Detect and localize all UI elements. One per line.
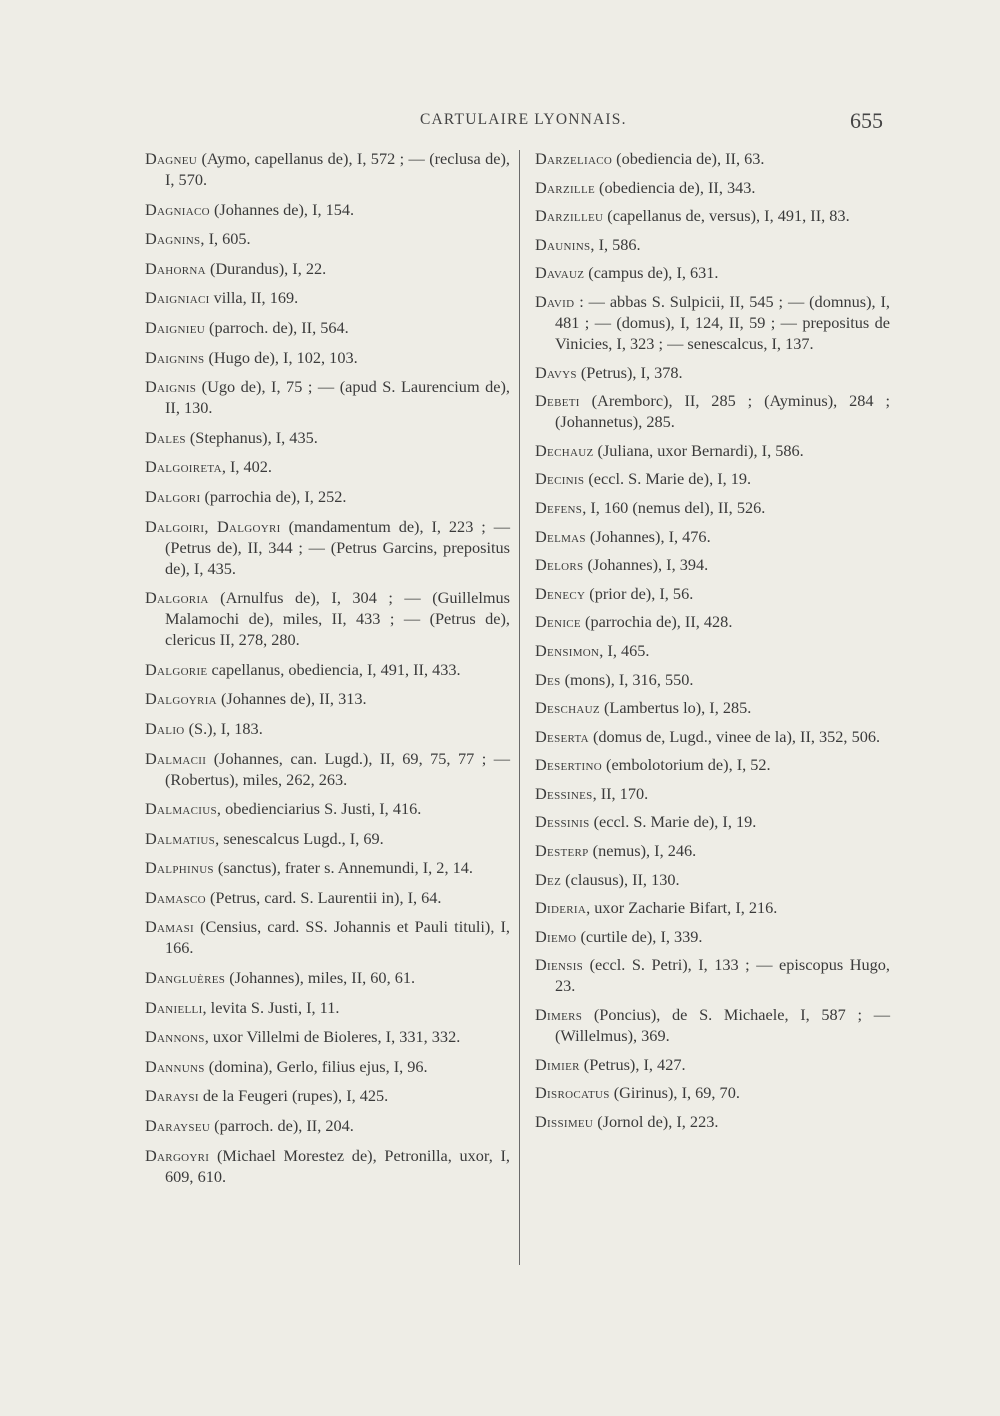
- index-entry-headword: Dales: [145, 427, 186, 447]
- index-entry-text: (Petrus, card. S. Laurentii in), I, 64.: [205, 887, 442, 907]
- index-entry: [145, 317, 510, 338]
- index-entry-text: (Censius, card. SS. Johannis et Pauli tituli), I, 166.: [165, 917, 510, 958]
- index-entry-headword: Dimers: [535, 1005, 583, 1025]
- index-entry-headword: Daigniaci: [145, 288, 210, 308]
- index-entry-text: , II, 170.: [592, 783, 649, 803]
- index-entry: [535, 1004, 890, 1046]
- index-entry: [535, 897, 890, 918]
- index-entry-headword: Daignis: [145, 377, 197, 397]
- index-entry-headword: Denice: [535, 612, 581, 632]
- index-entry: [535, 669, 890, 690]
- index-entry-text: de la Feugeri (rupes), I, 425.: [198, 1086, 389, 1106]
- index-entry-headword: Dalio: [145, 718, 185, 738]
- index-entry-text: (eccl. S. Marie de), I, 19.: [589, 812, 757, 832]
- index-entry: [145, 887, 510, 908]
- index-entry-headword: Dannons: [145, 1027, 205, 1047]
- index-entry-headword: Diemo: [535, 926, 577, 946]
- index-entry: [145, 486, 510, 507]
- index-entry: [145, 376, 510, 418]
- index-entry: [535, 291, 890, 354]
- index-entry-text: (S.), I, 183.: [184, 718, 263, 738]
- index-entry: [145, 199, 510, 220]
- index-entry-headword: Dalphinus: [145, 858, 214, 878]
- index-entry-text: , I, 605.: [200, 229, 251, 249]
- index-entry-text: (Hugo de), I, 102, 103.: [204, 347, 358, 367]
- index-entry-text: (Poncius), de S. Michaele, I, 587 ; — (Willelmus), 369.: [555, 1005, 890, 1046]
- index-entry-text: (Johannes de), II, 313.: [216, 689, 367, 709]
- index-entry-text: (sanctus), frater s. Annemundi, I, 2, 14.: [213, 858, 473, 878]
- index-entry-text: (clausus), II, 130.: [561, 869, 680, 889]
- index-entry: [535, 390, 890, 432]
- index-entry-text: (mandamentum de), I, 223 ; — (Petrus de), II, 344 ; — (Petrus Garcins, prepositus de), I, 435.: [165, 516, 511, 578]
- index-entry-headword: Dargoyri: [145, 1145, 210, 1165]
- index-entry-headword: Dechauz: [535, 440, 594, 460]
- index-entry-headword: Dalgoyria: [145, 689, 217, 709]
- index-entry-text: (domus de, Lugd., vinee de la), II, 352, 506.: [588, 726, 881, 746]
- index-entry-text: (Durandus), I, 22.: [205, 258, 327, 278]
- index-entry: [535, 1111, 890, 1132]
- index-entry-text: , senescalcus Lugd., I, 69.: [215, 828, 384, 848]
- index-entry-headword: Delmas: [535, 526, 586, 546]
- index-entry: [535, 468, 890, 489]
- index-entry-text: (Arnulfus de), I, 304 ; — (Guillelmus Malamochi de), miles, II, 433 ; — (Petrus de), clericus II, 278, 280.: [165, 588, 510, 650]
- index-entry: [145, 688, 510, 709]
- index-entry-headword: Dideria: [535, 898, 587, 918]
- index-entry: [145, 258, 510, 279]
- index-entry-headword: Dagnins: [145, 229, 201, 249]
- index-entry-text: (Johannes, can. Lugd.), II, 69, 75, 77 ; — (Robertus), miles, 262, 263.: [165, 748, 510, 789]
- index-entry-headword: Dalmatius: [145, 828, 216, 848]
- index-entry: [145, 456, 510, 477]
- index-entry: [145, 718, 510, 739]
- index-entry: [535, 697, 890, 718]
- index-entry-text: villa, II, 169.: [209, 288, 299, 308]
- index-entry-text: (Petrus), I, 427.: [579, 1054, 686, 1074]
- index-entry: [535, 611, 890, 632]
- index-entry-headword: Dalgori: [145, 486, 201, 506]
- index-entry: [145, 516, 510, 579]
- index-entry: [145, 347, 510, 368]
- index-entry-text: (prior de), I, 56.: [585, 583, 694, 603]
- index-entry-headword: Des: [535, 669, 561, 689]
- index-column-right: [535, 148, 890, 1139]
- index-entry-text: , I, 402.: [221, 457, 273, 477]
- index-entry: [535, 205, 890, 226]
- index-entry-headword: Dessines: [535, 783, 593, 803]
- index-entry-text: , obedienciarius S. Justi, I, 416.: [216, 799, 422, 819]
- index-entry-headword: Daraysi: [145, 1086, 199, 1106]
- index-entry: [535, 554, 890, 575]
- index-entry: [145, 748, 510, 790]
- index-entry-text: (Aymo, capellanus de), I, 572 ; — (reclusa de), I, 570.: [165, 149, 510, 189]
- index-entry-text: capellanus, obediencia, I, 491, II, 433.: [207, 659, 461, 679]
- index-entry: [145, 997, 510, 1018]
- index-entry-headword: Darzeliaco: [535, 149, 613, 168]
- index-entry: [145, 916, 510, 958]
- index-entry-text: (obediencia de), II, 63.: [612, 149, 765, 168]
- index-entry-headword: Daignieu: [145, 317, 205, 337]
- index-entry-headword: Dalgorie: [145, 659, 208, 679]
- index-entry: [535, 783, 890, 804]
- index-entry-headword: Disrocatus: [535, 1083, 610, 1103]
- index-entry-text: (eccl. S. Marie de), I, 19.: [584, 469, 752, 489]
- index-entry-headword: Darzille: [535, 177, 595, 197]
- index-entry: [535, 362, 890, 383]
- index-entry-text: (Stephanus), I, 435.: [185, 427, 318, 447]
- index-entry-headword: Dalgoria: [145, 588, 209, 608]
- index-entry-text: (capellanus de, versus), I, 491, II, 83.: [603, 206, 850, 226]
- index-entry-headword: Daunins: [535, 234, 591, 254]
- index-entry: [145, 798, 510, 819]
- index-entry-headword: Densimon: [535, 640, 600, 660]
- index-entry: [535, 234, 890, 255]
- index-entry-headword: David: [535, 291, 575, 311]
- index-entry-headword: Damasco: [145, 887, 206, 907]
- index-entry: [145, 427, 510, 448]
- index-entry: [145, 659, 510, 680]
- index-entry-text: (Johannes de), I, 154.: [209, 199, 355, 219]
- index-entry-text: (mons), I, 316, 550.: [560, 669, 694, 689]
- index-entry-headword: Dessinis: [535, 812, 590, 832]
- index-entry-headword: Dalgoireta: [145, 457, 222, 477]
- index-entry-headword: Dannuns: [145, 1056, 205, 1076]
- index-entry: [535, 262, 890, 283]
- index-entry: [145, 1056, 510, 1077]
- index-entry-text: (Michael Morestez de), Petronilla, uxor, I, 609, 610.: [165, 1145, 510, 1186]
- index-entry-headword: Delors: [535, 555, 584, 575]
- index-entry: [145, 587, 510, 650]
- column-divider: [519, 150, 520, 1265]
- index-entry: [145, 967, 510, 988]
- page-header: [0, 108, 1000, 138]
- index-entry-text: (Jornol de), I, 223.: [593, 1111, 719, 1131]
- index-entry: [535, 1082, 890, 1103]
- index-entry-headword: Diensis: [535, 955, 584, 975]
- index-entry-text: (Johannes), miles, II, 60, 61.: [225, 968, 416, 988]
- index-entry-text: (parroch. de), II, 204.: [210, 1116, 354, 1136]
- index-entry-text: (Girinus), I, 69, 70.: [609, 1083, 740, 1103]
- index-entry-text: (domina), Gerlo, filius ejus, I, 96.: [204, 1056, 428, 1076]
- index-entry-text: (Juliana, uxor Bernardi), I, 586.: [593, 440, 804, 460]
- index-entry: [535, 811, 890, 832]
- index-entry-headword: Desertino: [535, 755, 602, 775]
- index-entry-headword: Denecy: [535, 583, 586, 603]
- index-entry-headword: Dalgoiri, Dalgoyri: [145, 516, 281, 536]
- index-entry: [145, 148, 510, 190]
- index-entry-text: (embolotorium de), I, 52.: [601, 755, 771, 775]
- index-entry-headword: Desterp: [535, 841, 589, 861]
- index-entry-text: (obediencia de), II, 343.: [594, 177, 756, 197]
- index-entry-headword: Dez: [535, 869, 562, 889]
- index-entry-text: , I, 465.: [599, 640, 650, 660]
- index-entry-headword: Dalmacii: [145, 748, 207, 768]
- index-entry-text: (curtile de), I, 339.: [576, 926, 703, 946]
- index-entry-text: (Lambertus lo), I, 285.: [599, 698, 752, 718]
- index-entry-text: (Johannes), I, 476.: [585, 526, 711, 546]
- index-entry-text: (campus de), I, 631.: [584, 263, 719, 283]
- index-entry: [145, 1115, 510, 1136]
- index-entry-headword: Danielli: [145, 997, 203, 1017]
- index-entry: [535, 526, 890, 547]
- index-entry-headword: Darzilleu: [535, 206, 604, 226]
- running-title: CARTULAIRE LYONNAIS.: [420, 111, 627, 128]
- index-entry-headword: Dagniaco: [145, 199, 210, 219]
- index-entry-headword: Dagneu: [145, 149, 198, 168]
- index-entry: [145, 1085, 510, 1106]
- index-entry-text: (Ugo de), I, 75 ; — (apud S. Laurencium de), II, 130.: [165, 377, 510, 418]
- index-column-left: [145, 148, 510, 1195]
- index-entry: [145, 228, 510, 249]
- index-entry: [535, 726, 890, 747]
- index-entry: [145, 1145, 510, 1187]
- index-entry-text: (Petrus), I, 378.: [576, 362, 683, 382]
- page-number: 655: [850, 108, 883, 133]
- index-entry-text: , uxor Zacharie Bifart, I, 216.: [586, 898, 778, 918]
- index-entry-headword: Davys: [535, 362, 577, 382]
- index-entry-headword: Decinis: [535, 469, 585, 489]
- index-entry-text: (Johannes), I, 394.: [583, 555, 709, 575]
- index-entry-text: , I, 160 (nemus del), II, 526.: [582, 497, 766, 517]
- index-entry: [535, 583, 890, 604]
- index-entry: [145, 857, 510, 878]
- index-entry-text: (nemus), I, 246.: [588, 841, 697, 861]
- index-entry-headword: Dimier: [535, 1054, 580, 1074]
- index-entry: [535, 954, 890, 996]
- index-entry: [535, 640, 890, 661]
- index-entry-text: , levita S. Justi, I, 11.: [202, 997, 340, 1017]
- index-entry: [535, 754, 890, 775]
- index-entry: [535, 926, 890, 947]
- index-entry: [535, 440, 890, 461]
- index-entry-headword: Dissimeu: [535, 1111, 594, 1131]
- index-entry: [145, 287, 510, 308]
- index-entry-headword: Dalmacius: [145, 799, 217, 819]
- index-entry-text: , uxor Villelmi de Bioleres, I, 331, 332.: [204, 1027, 461, 1047]
- index-entry-headword: Debeti: [535, 391, 580, 411]
- index-entry: [145, 1026, 510, 1047]
- index-entry-headword: Dahorna: [145, 258, 206, 278]
- index-entry-text: , I, 586.: [590, 234, 641, 254]
- index-entry-headword: Deserta: [535, 726, 589, 746]
- index-entry-text: (eccl. S. Petri), I, 133 ; — episcopus Hugo, 23.: [555, 955, 890, 996]
- index-entry-headword: Damasi: [145, 917, 195, 937]
- index-entry-text: (parrochia de), I, 252.: [200, 486, 347, 506]
- index-entry: [535, 497, 890, 518]
- index-entry: [535, 148, 890, 169]
- index-entry-text: : — abbas S. Sulpicii, II, 545 ; — (domnus), I, 481 ; — (domus), I, 124, II, 59 ; — prepositus de Vinicies, I, 323 ; — senescalcus, I, 137.: [555, 291, 890, 353]
- index-entry-text: (parrochia de), II, 428.: [580, 612, 733, 632]
- index-entry: [145, 828, 510, 849]
- index-entry-headword: Dangluères: [145, 968, 226, 988]
- index-entry: [535, 177, 890, 198]
- index-entry-text: (Aremborc), II, 285 ; (Ayminus), 284 ; (Johannetus), 285.: [555, 391, 890, 432]
- index-entry: [535, 1054, 890, 1075]
- index-entry: [535, 840, 890, 861]
- index-entry-text: (parroch. de), II, 564.: [204, 317, 349, 337]
- index-entry-headword: Defens: [535, 497, 583, 517]
- index-entry-headword: Darayseu: [145, 1116, 211, 1136]
- index-entry-headword: Deschauz: [535, 698, 600, 718]
- index-entry-headword: Daignins: [145, 347, 205, 367]
- index-entry-headword: Davauz: [535, 263, 585, 283]
- index-entry: [535, 869, 890, 890]
